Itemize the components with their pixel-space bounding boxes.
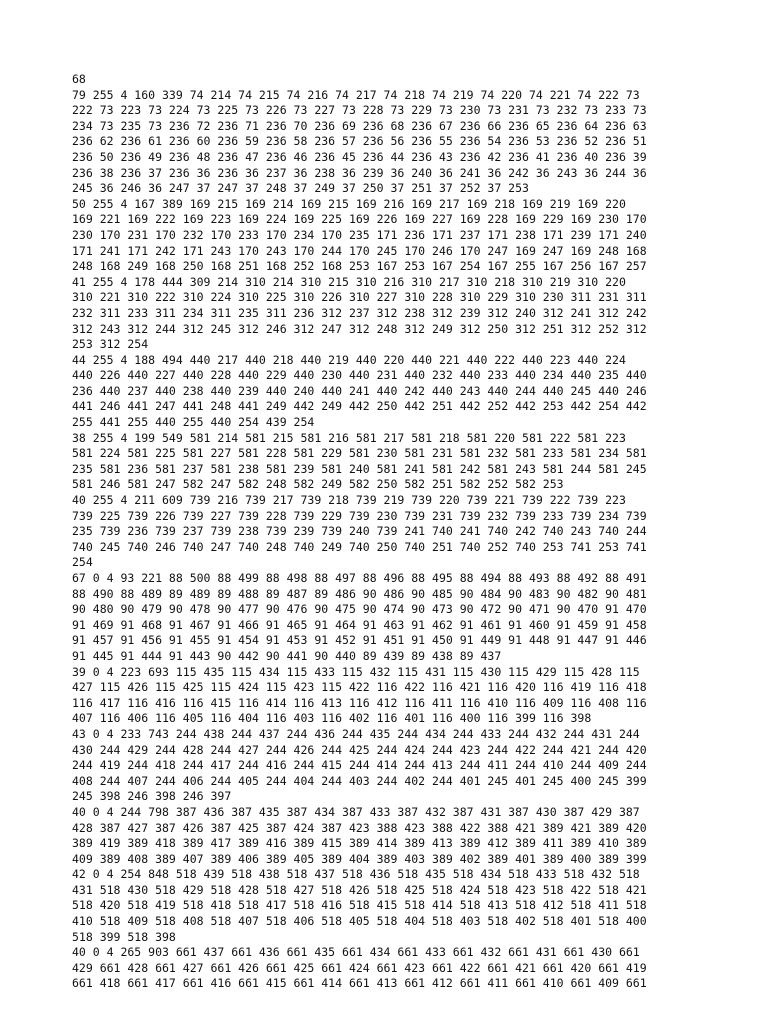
text-line: 430 244 429 244 428 244 427 244 426 244 425 244 424 244 423 244 422 244 421 244 420 <box>72 742 647 757</box>
text-line: 235 739 236 739 237 739 238 739 239 739 240 739 241 740 241 740 242 740 243 740 244 <box>72 524 647 539</box>
text-line: 40 0 4 244 798 387 436 387 435 387 434 387 433 387 432 387 431 387 430 387 429 387 <box>72 804 640 819</box>
text-line: 236 440 237 440 238 440 239 440 240 440 241 440 242 440 243 440 244 440 245 440 246 <box>72 383 647 398</box>
text-line: 429 661 428 661 427 661 426 661 425 661 424 661 423 661 422 661 421 661 420 661 419 <box>72 960 647 975</box>
text-line: 68 <box>72 72 86 86</box>
text-line: 740 245 740 246 740 247 740 248 740 249 740 250 740 251 740 252 740 253 741 253 741 <box>72 539 647 554</box>
text-line: 40 255 4 211 609 739 216 739 217 739 218 739 219 739 220 739 221 739 222 739 223 <box>72 493 626 508</box>
text-line: 67 0 4 93 221 88 500 88 499 88 498 88 497 88 496 88 495 88 494 88 493 88 492 88 491 <box>72 571 647 585</box>
text-line: 236 38 236 37 236 36 236 36 237 36 238 36 239 36 240 36 241 36 242 36 243 36 244 36 <box>72 165 647 180</box>
text-line: 245 398 246 398 246 397 <box>72 789 232 804</box>
text-line: 43 0 4 233 743 244 438 244 437 244 436 244 435 244 434 244 433 244 432 244 431 244 <box>72 726 640 741</box>
text-line: 91 457 91 456 91 455 91 454 91 453 91 452 91 451 91 450 91 449 91 448 91 447 91 446 <box>72 633 647 648</box>
text-line: 41 255 4 178 444 309 214 310 214 310 215 310 216 310 217 310 218 310 219 310 220 <box>72 274 626 289</box>
text-line: 40 0 4 265 903 661 437 661 436 661 435 661 434 661 433 661 432 661 431 661 430 661 <box>72 945 640 960</box>
text-line: 739 225 739 226 739 227 739 228 739 229 739 230 739 231 739 232 739 233 739 234 739 <box>72 508 647 523</box>
text-line: 581 224 581 225 581 227 581 228 581 229 581 230 581 231 581 232 581 233 581 234 581 <box>72 446 647 461</box>
text-line: 389 419 389 418 389 417 389 416 389 415 389 414 389 413 389 412 389 411 389 410 389 <box>72 836 647 851</box>
text-line: 79 255 4 160 339 74 214 74 215 74 216 74 217 74 218 74 219 74 220 74 221 74 222 73 <box>72 87 640 102</box>
text-line: 408 244 407 244 406 244 405 244 404 244 403 244 402 244 401 245 401 245 400 245 399 <box>72 773 647 788</box>
text-line: 230 170 231 170 232 170 233 170 234 170 235 171 236 171 237 171 238 171 239 171 240 <box>72 227 647 242</box>
text-line: 253 312 254 <box>72 337 149 352</box>
text-line: 116 417 116 416 116 415 116 414 116 413 116 412 116 411 116 410 116 409 116 408 116 <box>72 695 647 710</box>
text-line: 407 116 406 116 405 116 404 116 403 116 402 116 401 116 400 116 399 116 398 <box>72 711 592 726</box>
text-line: 581 246 581 247 582 247 582 248 582 249 582 250 582 251 582 252 582 253 <box>72 477 564 492</box>
text-line: 440 226 440 227 440 228 440 229 440 230 440 231 440 232 440 233 440 234 440 235 440 <box>72 368 647 383</box>
document-body <box>72 72 702 992</box>
text-line: 171 241 171 242 171 243 170 243 170 244 170 245 170 246 170 247 169 247 169 248 168 <box>72 243 647 258</box>
text-line: 254 <box>72 555 93 570</box>
text-line: 50 255 4 167 389 169 215 169 214 169 215 169 216 169 217 169 218 169 219 169 220 <box>72 196 626 211</box>
text-line: 236 62 236 61 236 60 236 59 236 58 236 57 236 56 236 55 236 54 236 53 236 52 236 51 <box>72 134 647 149</box>
text-line: 244 419 244 418 244 417 244 416 244 415 244 414 244 413 244 411 244 410 244 409 244 <box>72 758 647 773</box>
text-line: 91 445 91 444 91 443 90 442 90 441 90 440 89 439 89 438 89 437 <box>72 648 502 663</box>
text-line: 44 255 4 188 494 440 217 440 218 440 219 440 220 440 221 440 222 440 223 440 224 <box>72 352 626 367</box>
text-line: 39 0 4 223 693 115 435 115 434 115 433 115 432 115 431 115 430 115 429 115 428 115 <box>72 664 640 679</box>
text-line: 409 389 408 389 407 389 406 389 405 389 404 389 403 389 402 389 401 389 400 389 399 <box>72 851 647 866</box>
text-line: 236 50 236 49 236 48 236 47 236 46 236 45 236 44 236 43 236 42 236 41 236 40 236 39 <box>72 149 647 164</box>
text-line: 255 441 255 440 255 440 254 439 254 <box>72 415 315 430</box>
text-line: 428 387 427 387 426 387 425 387 424 387 423 388 423 388 422 388 421 389 421 389 420 <box>72 820 647 835</box>
text-line: 248 168 249 168 250 168 251 168 252 168 253 167 253 167 254 167 255 167 256 167 257 <box>72 259 647 274</box>
text-line: 91 469 91 468 91 467 91 466 91 465 91 464 91 463 91 462 91 461 91 460 91 459 91 458 <box>72 617 647 632</box>
text-line: 235 581 236 581 237 581 238 581 239 581 240 581 241 581 242 581 243 581 244 581 245 <box>72 461 647 476</box>
text-line: 90 480 90 479 90 478 90 477 90 476 90 475 90 474 90 473 90 472 90 471 90 470 91 470 <box>72 602 647 617</box>
text-line: 431 518 430 518 429 518 428 518 427 518 426 518 425 518 424 518 423 518 422 518 421 <box>72 882 647 897</box>
text-line: 169 221 169 222 169 223 169 224 169 225 169 226 169 227 169 228 169 229 169 230 170 <box>72 212 647 227</box>
text-line: 42 0 4 254 848 518 439 518 438 518 437 518 436 518 435 518 434 518 433 518 432 518 <box>72 867 640 882</box>
text-line: 441 246 441 247 441 248 441 249 442 249 442 250 442 251 442 252 442 253 442 254 442 <box>72 399 647 414</box>
text-line: 661 418 661 417 661 416 661 415 661 414 661 413 661 412 661 411 661 410 661 409 661 <box>72 976 647 991</box>
text-line: 234 73 235 73 236 72 236 71 236 70 236 69 236 68 236 67 236 66 236 65 236 64 236 63 <box>72 118 647 133</box>
text-line: 232 311 233 311 234 311 235 311 236 312 237 312 238 312 239 312 240 312 241 312 242 <box>72 305 647 320</box>
text-line: 312 243 312 244 312 245 312 246 312 247 312 248 312 249 312 250 312 251 312 252 312 <box>72 321 647 336</box>
text-line: 518 399 518 398 <box>72 929 176 944</box>
text-line: 245 36 246 36 247 37 247 37 248 37 249 37 250 37 251 37 252 37 253 <box>72 181 529 196</box>
text-line: 38 255 4 199 549 581 214 581 215 581 216 581 217 581 218 581 220 581 222 581 223 <box>72 430 626 445</box>
text-line: 518 420 518 419 518 418 518 417 518 416 518 415 518 414 518 413 518 412 518 411 518 <box>72 898 647 913</box>
text-line: 427 115 426 115 425 115 424 115 423 115 422 116 422 116 421 116 420 116 419 116 418 <box>72 680 647 695</box>
text-line: 410 518 409 518 408 518 407 518 406 518 405 518 404 518 403 518 402 518 401 518 400 <box>72 914 647 929</box>
text-line: 310 221 310 222 310 224 310 225 310 226 310 227 310 228 310 229 310 230 311 231 311 <box>72 290 647 305</box>
text-line: 88 490 88 489 89 489 89 488 89 487 89 486 90 486 90 485 90 484 90 483 90 482 90 481 <box>72 586 647 601</box>
text-line: 222 73 223 73 224 73 225 73 226 73 227 73 228 73 229 73 230 73 231 73 232 73 233 73 <box>72 103 647 118</box>
